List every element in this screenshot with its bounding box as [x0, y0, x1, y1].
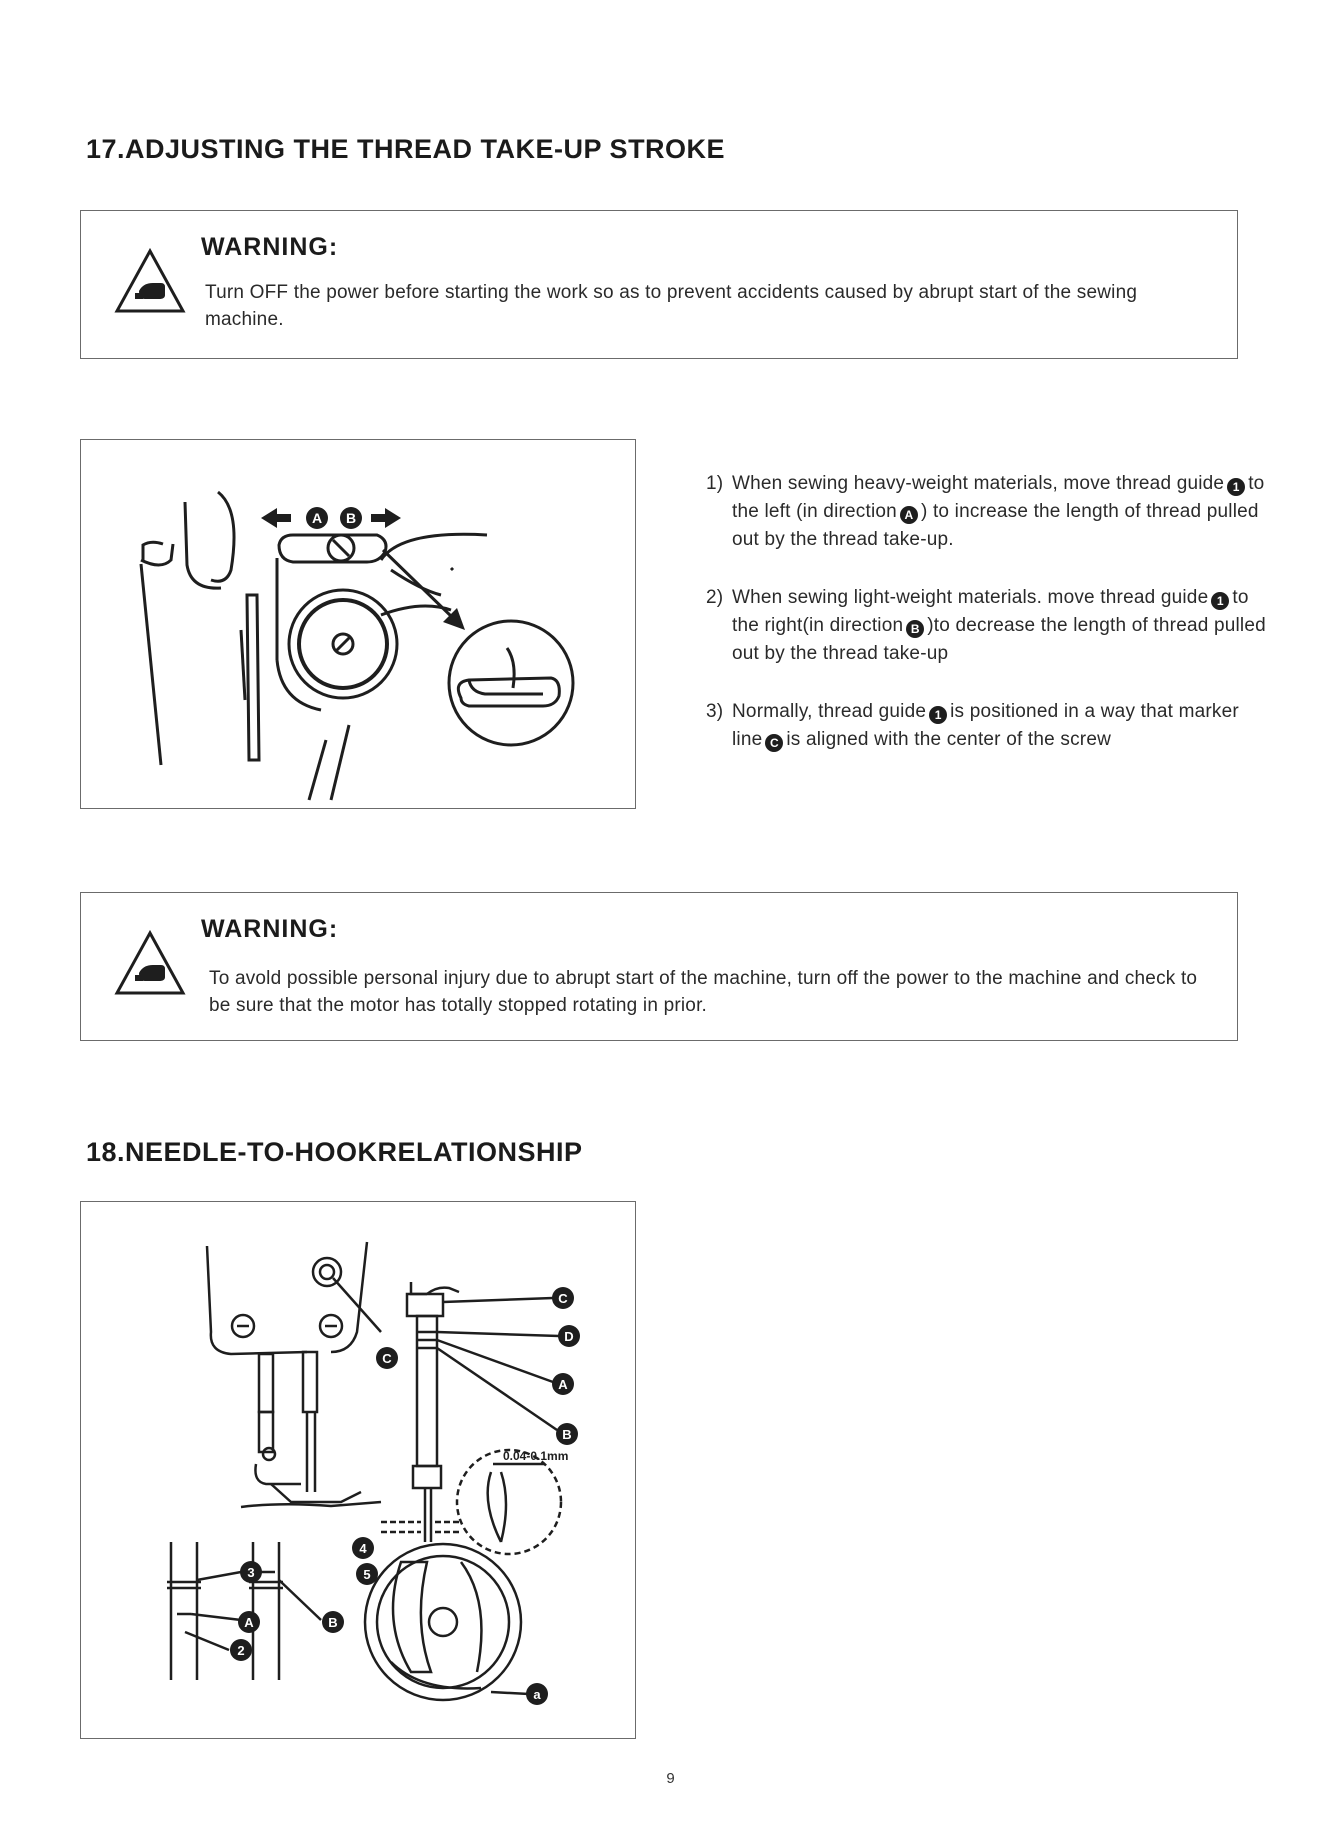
needle-hook-figure [80, 1201, 636, 1739]
label-a: A [244, 1615, 254, 1630]
section-17-title: 17.ADJUSTING THE THREAD TAKE-UP STROKE [86, 134, 726, 164]
label-a: A [558, 1377, 568, 1392]
label-b: B [328, 1615, 338, 1630]
section-18-title: 18.NEEDLE-TO-HOOKRELATIONSHIP [86, 1137, 583, 1167]
warning-heading: WARNING: [201, 915, 339, 943]
instruction-step [706, 470, 1266, 554]
needle-hook-diagram [81, 1202, 637, 1740]
clearance-label: 0.04-0.1mm [503, 1449, 569, 1463]
step-number: 3) [706, 701, 724, 722]
thread-take-up-figure [80, 439, 636, 809]
step-badge: A [900, 506, 918, 524]
hand-warning-icon [113, 247, 187, 317]
warning-heading: WARNING: [201, 233, 339, 261]
label-hook-a: a [533, 1687, 541, 1702]
step-number: 1) [706, 473, 724, 494]
label-4: 4 [359, 1541, 367, 1556]
step-number: 2) [706, 587, 724, 608]
instruction-step [706, 698, 1266, 754]
warning-box [80, 892, 1238, 1041]
step-badge: B [906, 620, 924, 638]
step-text: When sewing heavy-weight materials, move thread guide [732, 473, 1225, 494]
step-text: is positioned in a way that marker line [732, 701, 1239, 750]
hand-warning-icon [113, 929, 187, 999]
thread-guide-diagram [81, 440, 637, 810]
label-a: A [311, 510, 323, 526]
label-b: B [562, 1427, 572, 1442]
instruction-step [706, 584, 1266, 668]
step-text: )to decrease the length of thread pulled out by the thread take-up [732, 615, 1266, 664]
step-text: to the left (in direction [732, 473, 1265, 522]
page-number: 9 [666, 1770, 675, 1787]
step-text: to the right(in direction [732, 587, 1249, 636]
step-badge: C [765, 734, 783, 752]
label-5: 5 [363, 1567, 371, 1582]
warning-text: Turn OFF the power before starting the work so as to prevent accidents caused by abrupt start of the sewing machine. [205, 282, 1138, 330]
label-d: D [564, 1329, 574, 1344]
step-text: Normally, thread guide [732, 701, 927, 722]
step-text: ) to increase the length of thread pulled out by the thread take-up. [732, 501, 1259, 550]
label-c: C [558, 1291, 568, 1306]
step-text: When sewing light-weight materials. move thread guide [732, 587, 1209, 608]
label-c: C [382, 1351, 392, 1366]
instruction-list [706, 470, 1266, 784]
label-b: B [345, 510, 357, 526]
step-badge: 1 [1211, 592, 1229, 610]
label-3: 3 [247, 1565, 255, 1580]
warning-text: To avold possible personal injury due to abrupt start of the machine, turn off the power to the machine and check to be sure that the motor has totally stopped rotating in prior. [209, 968, 1198, 1016]
step-badge: 1 [929, 706, 947, 724]
step-badge: 1 [1227, 478, 1245, 496]
label-2: 2 [237, 1643, 245, 1658]
warning-box [80, 210, 1238, 359]
step-text: is aligned with the center of the screw [786, 729, 1112, 750]
